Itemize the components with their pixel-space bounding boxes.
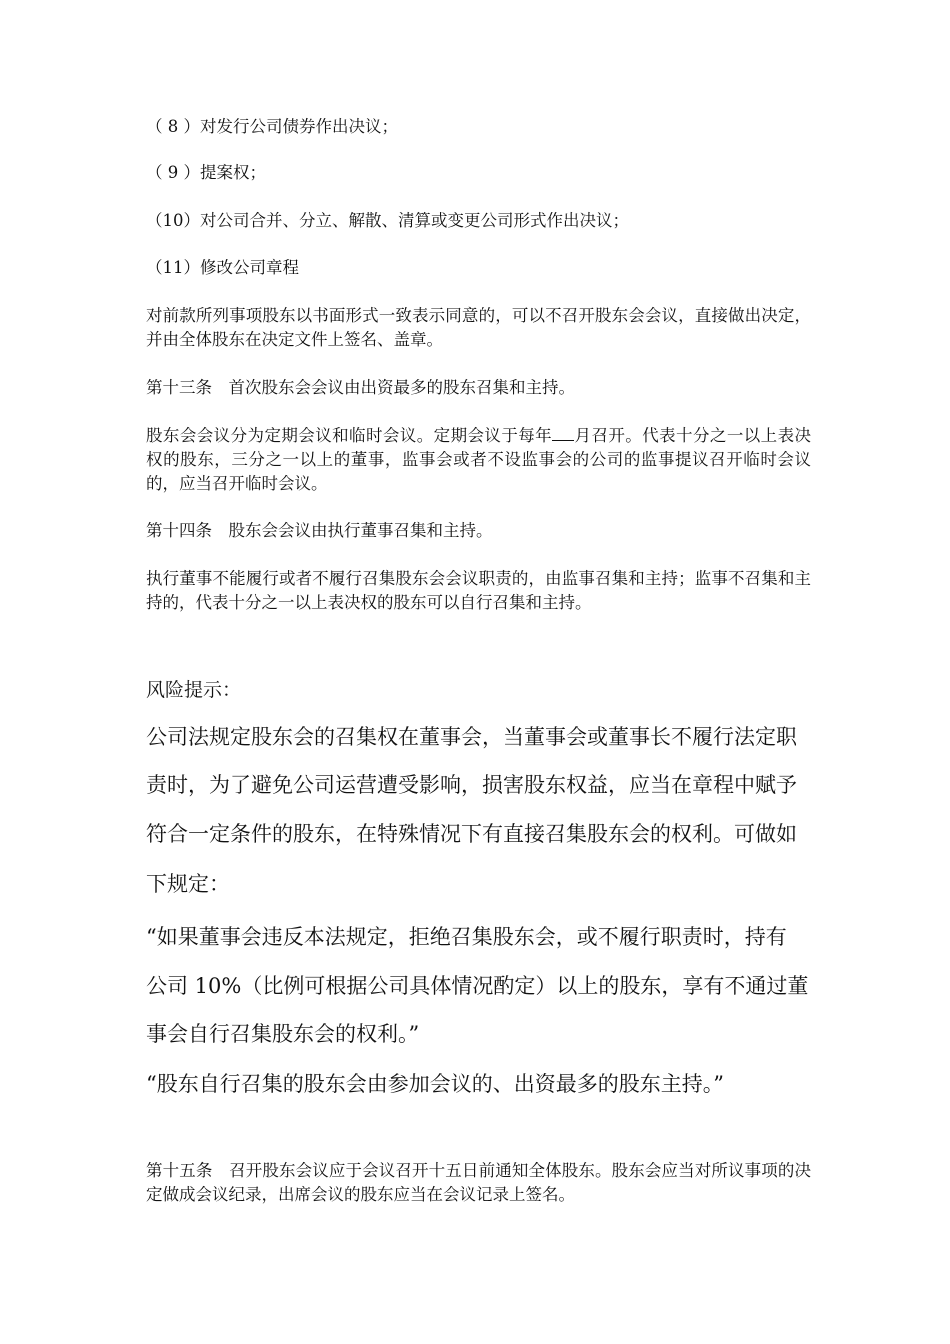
meeting-text-end: 月召开。代表十分之一以上表决权的股东，三分之一以上的董事，监事会或者不设监事会的公司的监事提议召开临时会议的，应当召开临时会议。 [146, 426, 812, 493]
list-item-10: （10）对公司合并、分立、解散、清算或变更公司形式作出决议； [146, 211, 629, 230]
article-14: 第十四条 股东会会议由执行董事召集和主持。 [146, 521, 493, 540]
risk-line-3: 符合一定条件的股东，在特殊情况下有直接召集股东会的权利。可做如 [146, 822, 797, 846]
list-item-11: （11）修改公司章程 [146, 258, 299, 277]
executive-director-paragraph: 执行董事不能履行或者不履行召集股东会会议职责的，由监事召集和主持；监事不召集和主持的，代表十分之一以上表决权的股东可以自行召集和主持。 [146, 569, 811, 612]
meeting-types-paragraph [146, 424, 811, 496]
month-blank [552, 424, 574, 441]
article-15: 第十五条 召开股东会议应于会议召开十五日前通知全体股东。股东会应当对所议事项的决定做成会议纪录，出席会议的股东应当在会议记录上签名。 [146, 1161, 811, 1204]
article-13: 第十三条 首次股东会会议由出资最多的股东召集和主持。 [146, 378, 575, 397]
risk-line-1: 公司法规定股东会的召集权在董事会，当董事会或董事长不履行法定职 [146, 725, 797, 749]
list-item-9: （ 9 ）提案权； [146, 163, 266, 182]
quote-1-line-2: 公司 10%（比例可根据公司具体情况酌定）以上的股东，享有不通过董 [146, 974, 809, 998]
risk-line-4: 下规定： [146, 872, 230, 896]
risk-heading: 风险提示： [146, 679, 242, 701]
list-item-8: （ 8 ）对发行公司债券作出决议； [146, 117, 398, 136]
quote-2: “股东自行召集的股东会由参加会议的、出资最多的股东主持。” [146, 1072, 724, 1096]
quote-1-line-3: 事会自行召集股东会的权利。” [146, 1022, 420, 1046]
quote-1-line-1: “如果董事会违反本法规定，拒绝召集股东会，或不履行职责时，持有 [146, 925, 787, 949]
meeting-text-start: 股东会会议分为定期会议和临时会议。定期会议于每年 [146, 426, 553, 445]
written-consent-paragraph: 对前款所列事项股东以书面形式一致表示同意的，可以不召开股东会会议，直接做出决定，并由全体股东在决定文件上签名、盖章。 [146, 306, 811, 349]
risk-line-2: 责时，为了避免公司运营遭受影响，损害股东权益，应当在章程中赋予 [146, 773, 797, 797]
